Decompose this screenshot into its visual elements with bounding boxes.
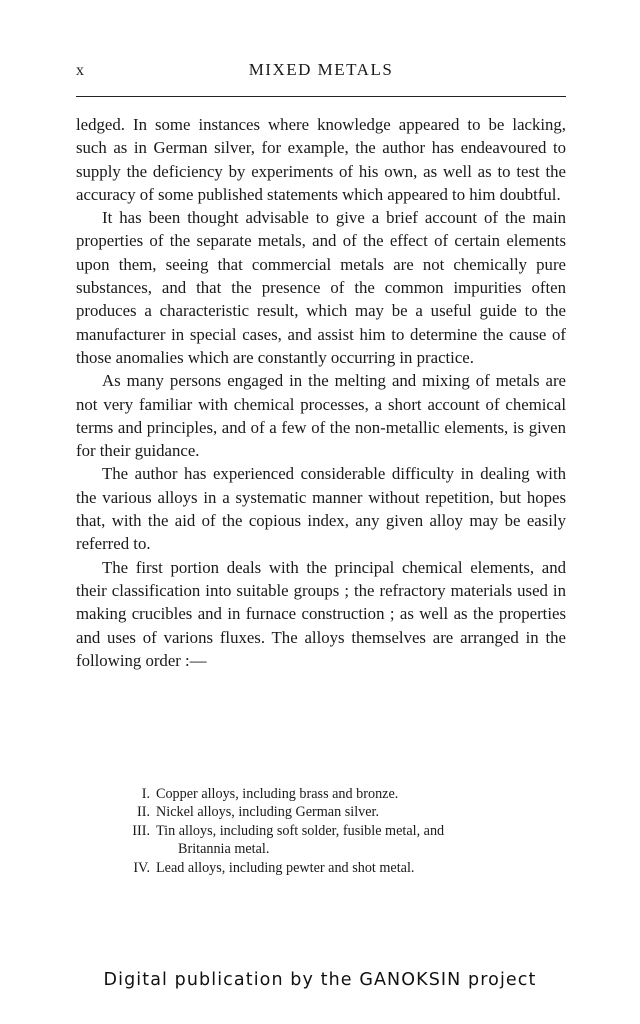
- list-item: [100, 785, 566, 803]
- paragraph: The author has experienced considerable difficulty in dealing with the various alloys in a systematic manner without repetition, but hopes that, with the aid of the copious index, any given alloy may be easily referred to.: [76, 464, 566, 554]
- list-item: [100, 803, 566, 821]
- page-number: x: [76, 62, 84, 79]
- paragraph: It has been thought advisable to give a brief account of the main properties of the separate metals, and of the effect of certain elements upon them, seeing that commercial metals are not chemically pure substances, and that the presence of the common impurities often produces a characteristic result, which may be a useful guide to the manufacturer in special cases, and assist him to determine the cause of those anomalies which are constantly occurring in practice.: [76, 208, 566, 367]
- list-item-text: Copper alloys, including brass and bronze.: [156, 786, 399, 802]
- page-header: [76, 60, 566, 84]
- paragraph: ledged. In some instances where knowledge appeared to be lacking, such as in German silver, for example, the author has endeavoured to supply the deficiency by experiments of his own, as well as to test the accuracy of some published statements which appeared to him doubtful.: [76, 115, 566, 204]
- paragraph: The first portion deals with the principal chemical elements, and their classification into suitable groups ; the refractory materials used in making crucibles and in furnace construction ; as well as the properties and uses of varions fluxes. The alloys themselves are arranged in the following order :—: [76, 557, 566, 670]
- footer-credit: Digital publication by the GANOKSIN project: [103, 970, 537, 990]
- list-item-text: Lead alloys, including pewter and shot metal.: [156, 859, 415, 876]
- list-item-body: [156, 822, 566, 859]
- header-rule: [76, 96, 566, 97]
- list-numeral: III.: [132, 822, 150, 839]
- paragraph: As many persons engaged in the melting and mixing of metals are not very familiar with chemical processes, a short account of chemical terms and principles, and of a few of the non-metallic elements, is given for their guidance.: [76, 371, 566, 461]
- list-numeral: I.: [141, 786, 150, 802]
- body-text: [76, 113, 566, 672]
- list-item-text: Nickel alloys, including German silver.: [156, 804, 380, 821]
- list-numeral: IV.: [133, 859, 150, 876]
- alloy-order-list: [100, 785, 566, 877]
- list-numeral: II.: [137, 804, 150, 821]
- list-item-continuation: Britannia metal.: [178, 841, 270, 858]
- running-title: MIXED METALS: [248, 60, 394, 79]
- list-item: [100, 859, 566, 877]
- list-item-text: Tin alloys, including soft solder, fusible metal, and: [156, 822, 445, 839]
- list-item: [100, 822, 566, 859]
